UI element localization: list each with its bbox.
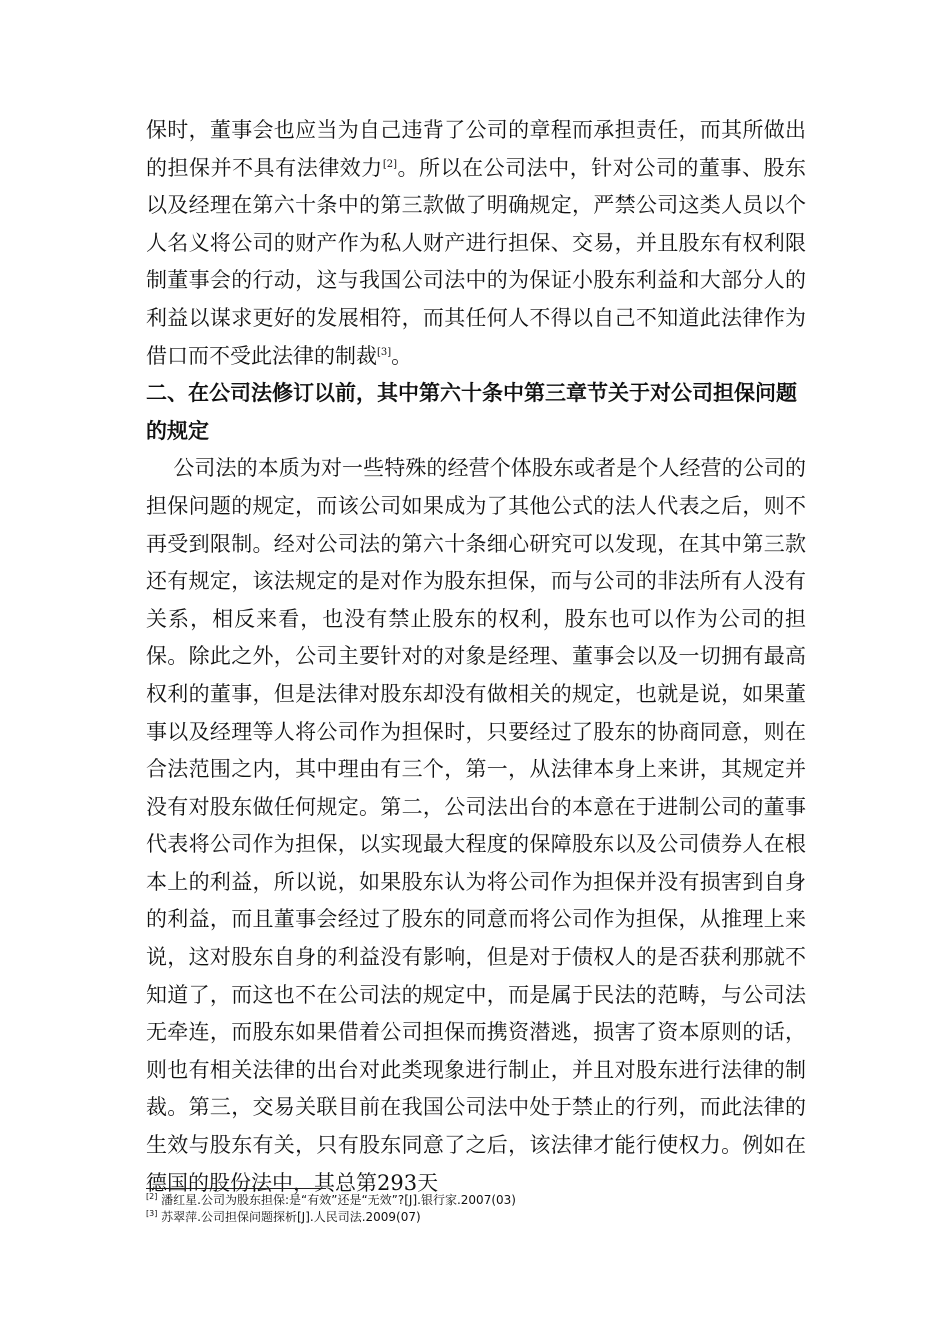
footnote-mark: [2] (146, 1192, 158, 1201)
paragraph-continued (146, 112, 806, 375)
paragraph-text: 保时，董事会也应当为自己违背了公司的章程而承担责任，而其所做出的担保并不具有法律效力 (146, 118, 806, 180)
section-heading: 二、在公司法修订以前，其中第六十条中第三章节关于对公司担保问题的规定 (146, 381, 797, 443)
footnote-item (146, 1209, 846, 1226)
footnote-text: 苏翠萍.公司担保问题探析[J].人民司法.2009(07) (157, 1210, 421, 1224)
footnotes (146, 1192, 846, 1226)
paragraph-text: 。 (391, 343, 413, 368)
footnote-ref-3[interactable]: [3] (377, 346, 392, 358)
footnote-text: 潘红星.公司为股东担保:是“有效”还是“无效”?[J].银行家.2007(03) (157, 1193, 516, 1207)
footnote-item (146, 1192, 846, 1209)
footnote-mark: [3] (146, 1209, 158, 1218)
paragraph: 公司法的本质为对一些特殊的经营个体股东或者是个人经营的公司的担保问题的规定，而该公司如果成为了其他公式的法人代表之后，则不再受到限制。经对公司法的第六十条细心研究可以发现，在其中第三款还有规定，该法规定的是对作为股东担保，而与公司的非法所有人没有关系，相反来看，也没有禁止股东的权利，股东也可以作为公司的担保。除此之外，公司主要针对的对象是经理、董事会以及一切拥有最高权利的董事，但是法律对股东却没有做相关的规定，也就是说，如果董事以及经理等人将公司作为担保时，只要经过了股东的协商同意，则在合法范围之内，其中理由有三个，第一，从法律本身上来讲，其规定并没有对股东做任何规定。第二，公司法出台的本意在于进制公司的董事代表将公司作为担保，以实现最大程度的保障股东以及公司债券人在根本上的利益，所以说，如果股东认为将公司作为担保并没有损害到自身的利益，而且董事会经过了股东的同意而将公司作为担保，从推理上来说，这对股东自身的利益没有影响，但是对于债权人的是否获利那就不知道了，而这也不在公司法的规定中，而是属于民法的范畴，与公司法无牵连，而股东如果借着公司担保而携资潜逃，损害了资本原则的话，则也有相关法律的出台对此类现象进行制止，并且对股东进行法律的制裁。第三，交易关联目前在我国公司法中处于禁止的行列，而此法律的生效与股东有关，只有股东同意了之后，该法律才能行使权力。例如在德国的股份法中，其总第293天 (146, 456, 806, 1195)
paragraph-text: 。所以在公司法中，针对公司的董事、股东以及经理在第六十条中的第三款做了明确规定，严禁公司这类人员以个人名义将公司的财产作为私人财产进行担保、交易，并且股东有权利限制董事会的行动，这与我国公司法中的为保证小股东利益和大部分人的利益以谋求更好的发展相符，而其任何人不得以自己不知道此法律作为借口而不受此法律的制裁 (146, 155, 807, 368)
footnote-ref-2[interactable]: [2] (382, 158, 397, 170)
body-text (146, 112, 806, 1202)
footnote-divider (146, 1188, 326, 1189)
